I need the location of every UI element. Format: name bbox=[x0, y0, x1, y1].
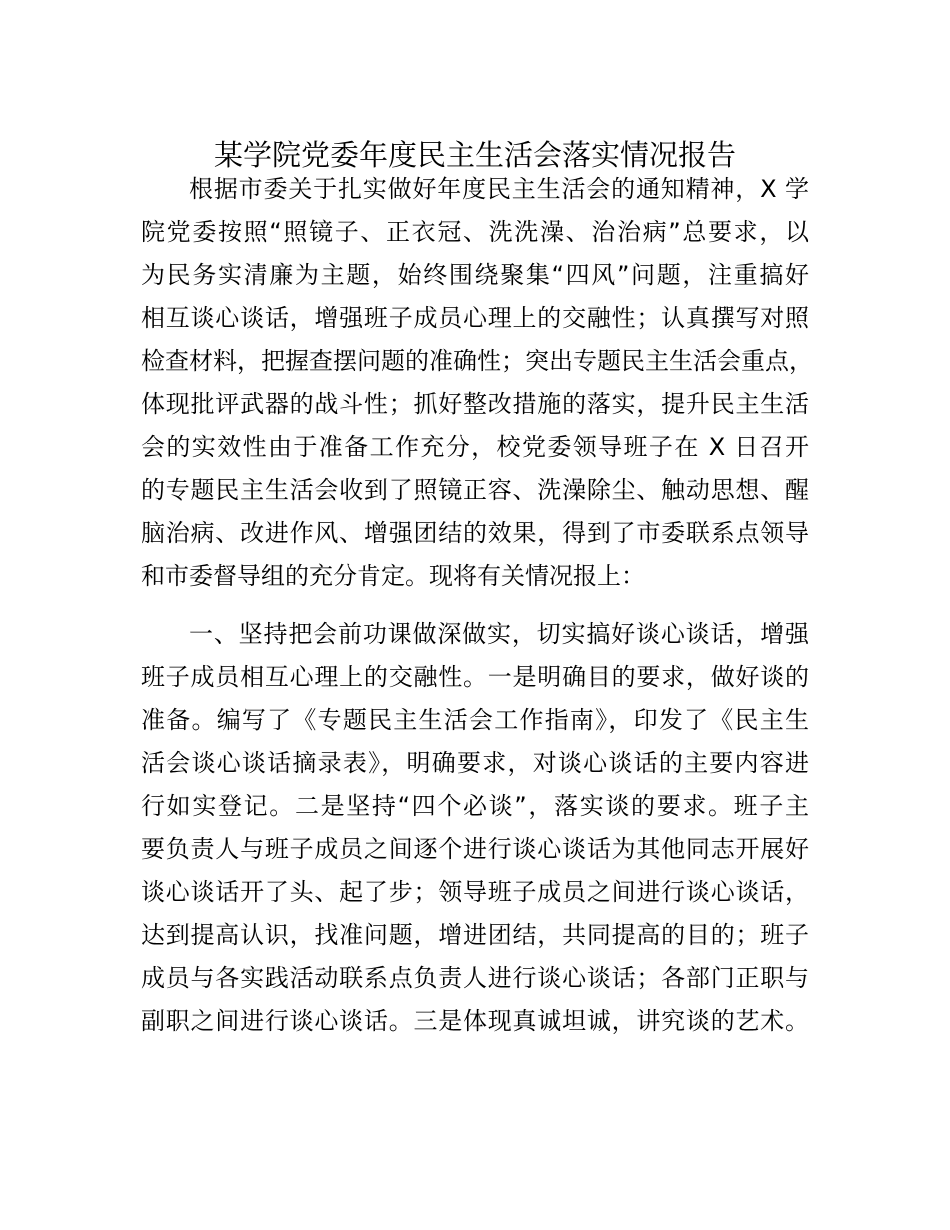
paragraph-line: 成员与各实践活动联系点负责人进行谈心谈话；各部门正职与 bbox=[141, 964, 809, 992]
paragraph-line: 会的实效性由于准备工作充分，校党委领导班子在 X 日召开 bbox=[141, 433, 809, 461]
paragraph-line: 达到提高认识，找准问题，增进团结，共同提高的目的；班子 bbox=[141, 921, 809, 949]
paragraph-line: 活会谈心谈话摘录表》，明确要求，对谈心谈话的主要内容进 bbox=[141, 749, 809, 777]
document-title: 某学院党委年度民主生活会落实情况报告 bbox=[213, 138, 736, 173]
paragraph-line: 院党委按照“照镜子、正衣冠、洗洗澡、治治病”总要求，以 bbox=[141, 218, 809, 246]
paragraph-line: 谈心谈话开了头、起了步；领导班子成员之间进行谈心谈话， bbox=[141, 878, 809, 906]
paragraph-line: 副职之间进行谈心谈话。三是体现真诚坦诚，讲究谈的艺术。 bbox=[141, 1007, 809, 1035]
paragraph-line: 根据市委关于扎实做好年度民主生活会的通知精神，X 学 bbox=[189, 175, 809, 203]
paragraph-line: 班子成员相互心理上的交融性。一是明确目的要求，做好谈的 bbox=[141, 663, 809, 691]
paragraph-line: 为民务实清廉为主题，始终围绕聚集“四风”问题，注重搞好 bbox=[141, 261, 809, 289]
paragraph-line: 脑治病、改进作风、增强团结的效果，得到了市委联系点领导 bbox=[141, 519, 809, 547]
paragraph-line: 准备。编写了《专题民主生活会工作指南》，印发了《民主生 bbox=[141, 706, 809, 734]
paragraph-line: 要负责人与班子成员之间逐个进行谈心谈话为其他同志开展好 bbox=[141, 835, 809, 863]
paragraph-line: 和市委督导组的充分肯定。现将有关情况报上： bbox=[141, 562, 645, 590]
paragraph-line: 行如实登记。二是坚持“四个必谈”，落实谈的要求。班子主 bbox=[141, 792, 809, 820]
paragraph-line: 体现批评武器的战斗性；抓好整改措施的落实，提升民主生活 bbox=[141, 390, 809, 418]
paragraph-line: 相互谈心谈话，增强班子成员心理上的交融性；认真撰写对照 bbox=[141, 304, 809, 332]
paragraph-line: 一、坚持把会前功课做深做实，切实搞好谈心谈话，增强 bbox=[189, 620, 809, 648]
paragraph-line: 检查材料，把握查摆问题的准确性；突出专题民主生活会重点， bbox=[141, 347, 813, 375]
paragraph-line: 的专题民主生活会收到了照镜正容、洗澡除尘、触动思想、醒 bbox=[141, 476, 809, 504]
